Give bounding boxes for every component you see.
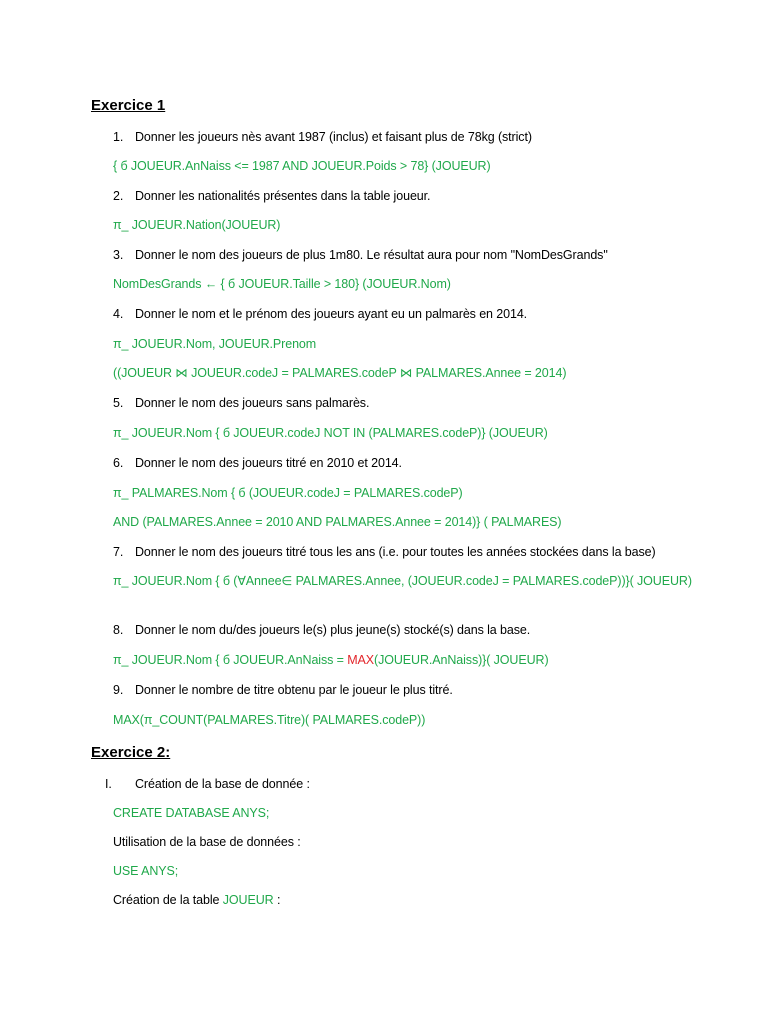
answer-8-suffix: (JOUEUR.AnNaiss)}( JOUEUR) [374,653,549,667]
section-i-heading [105,776,310,792]
question-text: Donner le nom des joueurs de plus 1m80. Le résultat aura pour nom "NomDesGrands" [135,248,608,262]
answer-6-line-2: AND (PALMARES.Annee = 2010 AND PALMARES.Annee = 2014)} ( PALMARES) [113,515,562,529]
answer-3: NomDesGrands ← { б JOUEUR.Taille > 180} (JOUEUR.Nom) [113,277,451,291]
create-table-label [113,892,280,908]
answer-2: π_ JOUEUR.Nation(JOUEUR) [113,218,281,232]
table-name: JOUEUR [222,893,274,907]
exercise-2-title: Exercice 2: [91,744,171,761]
question-number: 8. [113,623,124,637]
answer-4-join: ((JOUEUR ⋈ JOUEUR.codeJ = PALMARES.codeP ⋈ PALMARES.Annee = 2014) [113,366,567,380]
question-4 [113,306,527,322]
answer-1: { б JOUEUR.AnNaiss <= 1987 AND JOUEUR.Poids > 78} (JOUEUR) [113,159,491,173]
question-6 [113,455,402,471]
question-text: Donner le nom des joueurs titré en 2010 et 2014. [135,456,402,470]
question-text: Donner les nationalités présentes dans la table joueur. [135,189,431,203]
answer-9: MAX(π_COUNT(PALMARES.Titre)( PALMARES.codeP)) [113,713,426,727]
answer-5: π_ JOUEUR.Nom { б JOUEUR.codeJ NOT IN (PALMARES.codeP)} (JOUEUR) [113,426,548,440]
answer-7: π_ JOUEUR.Nom { б (∀Annee∈ PALMARES.Annee, (JOUEUR.codeJ = PALMARES.codeP))}( JOUEUR) [113,574,692,588]
question-number: 7. [113,545,124,559]
question-number: 5. [113,396,124,410]
answer-8-prefix: π_ JOUEUR.Nom { б JOUEUR.AnNaiss = [113,653,348,667]
question-5 [113,395,369,411]
question-number: 6. [113,456,124,470]
question-1 [113,129,532,145]
question-text: Donner le nombre de titre obtenu par le joueur le plus titré. [135,683,453,697]
question-3 [113,247,608,263]
question-2 [113,188,430,204]
question-9 [113,682,453,698]
answer-6-line-1: π_ PALMARES.Nom { б (JOUEUR.codeJ = PALMARES.codeP) [113,486,463,500]
question-8 [113,622,530,638]
question-text: Donner le nom du/des joueurs le(s) plus jeune(s) stocké(s) dans la base. [135,623,531,637]
section-number: I. [105,777,112,791]
question-7 [113,544,656,560]
question-text: Donner le nom des joueurs titré tous les ans (i.e. pour toutes les années stockées dans la base) [135,545,656,559]
question-text: Donner les joueurs nès avant 1987 (inclus) et faisant plus de 78kg (strict) [135,130,532,144]
question-number: 9. [113,683,124,697]
create-table-suffix: : [273,893,281,907]
question-number: 4. [113,307,124,321]
answer-4-projection: π_ JOUEUR.Nom, JOUEUR.Prenom [113,337,317,351]
question-number: 3. [113,248,124,262]
exercise-1-title: Exercice 1 [91,97,166,114]
answer-8-max-keyword: MAX [347,653,375,667]
use-database-label: Utilisation de la base de données : [113,835,301,849]
create-database-statement: CREATE DATABASE ANYS; [113,806,270,820]
question-text: Donner le nom des joueurs sans palmarès. [135,396,370,410]
question-text: Donner le nom et le prénom des joueurs ayant eu un palmarès en 2014. [135,307,528,321]
section-label: Création de la base de donnée : [135,777,310,791]
answer-8 [113,652,549,668]
use-database-statement: USE ANYS; [113,864,179,878]
create-table-prefix: Création de la table [113,893,223,907]
question-number: 2. [113,189,124,203]
question-number: 1. [113,130,124,144]
